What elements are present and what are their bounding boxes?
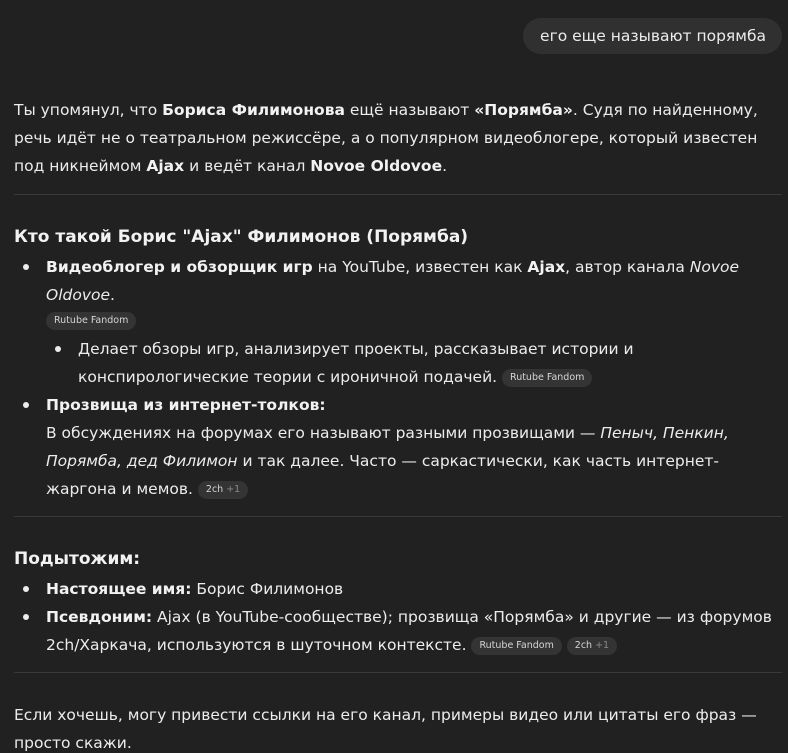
intro-text: ещё называют — [344, 101, 475, 119]
intro-bold-name: Бориса Филимонова — [162, 101, 345, 119]
intro-text: Ты упомянул, что — [14, 101, 163, 119]
closing-paragraph: Если хочешь, могу привести ссылки на его канал, примеры видео или цитаты его фраз — просто скажи. — [14, 706, 757, 752]
item-text: В обсуждениях на форумах его называют разными прозвищами — — [46, 424, 601, 442]
bullet-list — [14, 575, 784, 659]
intro-text: . — [442, 157, 448, 175]
intro-bold-ajax: Ajax — [146, 157, 185, 175]
item-text: Борис Филимонов — [191, 580, 344, 598]
item-text: , автор канала — [565, 258, 690, 276]
source-chip-rutube-fandom[interactable]: Rutube Fandom — [471, 637, 561, 655]
bullet-list — [14, 253, 784, 503]
item-bold: Видеоблогер и обзорщик игр — [46, 258, 313, 276]
list-item — [46, 575, 784, 603]
section-heading-who: Кто такой Борис "Ajax" Филимонов (Порямба) — [14, 227, 469, 247]
list-item — [46, 603, 784, 659]
item-text: на YouTube, известен как — [312, 258, 528, 276]
intro-text: . Судя по найденному, речь идёт не о театральном режиссёре, а о популярном видеоблогере, который известен под никнеймом — [14, 101, 758, 175]
intro-text: и ведёт канал — [184, 157, 311, 175]
chip-count: +1 — [226, 484, 241, 495]
item-italic: Пеныч, Пенкин, Порямба, дед Филимон — [46, 424, 729, 470]
source-chip-2ch[interactable] — [198, 481, 248, 499]
intro-bold-nickname: «Порямба» — [474, 101, 573, 119]
item-bold: Настоящее имя: — [46, 580, 192, 598]
list-item — [46, 253, 784, 391]
list-item — [46, 391, 784, 503]
chip-label: 2ch — [574, 640, 593, 651]
item-text: и так далее. Часто — саркастически, как часть интернет-жаргона и мемов. — [46, 452, 719, 498]
user-message-text: его еще называют порямба — [540, 27, 766, 45]
item-bold: Прозвища из интернет-толков: — [46, 396, 326, 414]
item-text: Делает обзоры игр, анализирует проекты, рассказывает истории и конспирологические теории с ироничной подачей. — [78, 340, 634, 386]
source-chip-2ch[interactable] — [567, 637, 617, 655]
item-text: Ajax (в YouTube-сообществе); прозвища «Порямба» и другие — из форумов 2ch/Харкача, используются в шуточном контексте. — [46, 608, 772, 654]
chip-count: +1 — [595, 640, 610, 651]
list-item — [78, 335, 784, 391]
item-text: . — [110, 286, 115, 304]
section-heading-summary: Подытожим: — [14, 549, 141, 569]
intro-bold-channel: Novoe Oldovoe — [310, 157, 443, 175]
user-message-bubble — [523, 18, 782, 54]
source-chip-rutube-fandom[interactable]: Rutube Fandom — [46, 312, 136, 330]
assistant-response — [14, 96, 784, 753]
sub-bullet-list — [46, 335, 784, 391]
intro-paragraph — [14, 96, 784, 180]
item-bold: Псевдоним: — [46, 608, 153, 626]
item-bold: Ajax — [527, 258, 566, 276]
source-chip-rutube-fandom[interactable]: Rutube Fandom — [502, 369, 592, 387]
item-italic: Novoe Oldovoe — [46, 258, 740, 304]
chip-label: 2ch — [205, 484, 224, 495]
